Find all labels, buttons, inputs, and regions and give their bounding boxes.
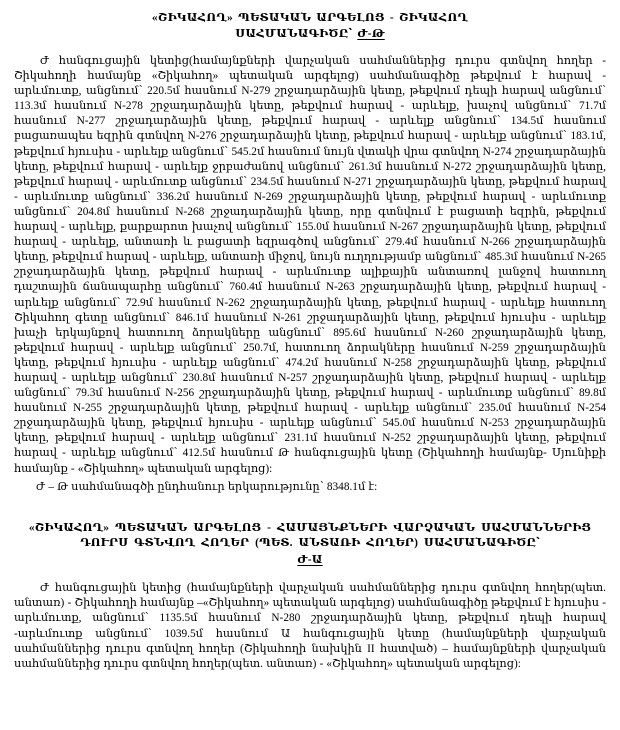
section-1-heading-line-2 bbox=[14, 27, 606, 43]
section-1-heading-line-1: «ՇԻԿԱՀՈՂ» ՊԵՏԱԿԱՆ ԱՐԳԵԼՈՑ - ՇԻԿԱՀՈՂ bbox=[151, 12, 469, 24]
section-2-heading-letters: Ժ-Ա bbox=[297, 553, 323, 566]
section-2-heading-line-2: ԴՈՒՐՍ ԳՏՆՎՈՂ ՀՈՂԵՐ (ՊԵՏ. ԱՆՏԱՌԻ ՀՈՂԵՐ) ՍԱՀՄԱՆԱԳԻԾԸ՝ bbox=[80, 537, 540, 550]
section-1-body-paragraph: Ժ հանգուցային կետից(համայնքների վարչական սահմաններից դուրս գտնվող հողեր - Շիկահողի համայնք «Շիկահող» պետական արգելոց) սահմանագիծը թեքվում է հարավ - արևմուտք, անցնում՝ 220.5մ հասնում N-279 շրջադարձային կետը, թեքվում դեպի հարավ անցնում՝ 113.3մ հասնում N-278 շրջադարձային կետը, թեքվում հարավ - արևելք, խաչով անցնում՝ 71.7մ հասնում N-277 շրջադարձային կետը, թեքվում հարավ - արևելք անցնում՝ 134.5մ հասնում բացառապես եզրին գտնվող N-276 շրջադարձային կետը, թեքվում հարավ - արևելք անցնում՝ 183.1մ, թեքվում հյուսիս - արևելք անցնում՝ 545.2մ հասնում նույն վտակի վրա գտնվող N-274 շրջադարձային կետը, թեքվում հարավ - արևելք ջրբաժանով անցնում՝ 261.3մ հասնում N-272 շրջադարձային կետը, թեքվում հարավ - արևմուտք անցնում՝ 234.5մ հասնում N-271 շրջադարձային կետը, թեքվում հարավ - արևմուտք անցնում՝ 336.2մ հասնում N-269 շրջադարձային կետը, թեքվում հարավ - արևմուտք անցնում՝ 204.8մ հասնում N-268 շրջադարձային կետը, որը գտնվում է բացատի եզրին, թեքվում հարավ - արևելք, քարքարոտ խաչով անցնում՝ 155.0մ հասնում N-267 շրջադարձային կետը, թեքվում հարավ - արևելք, անտառի և բացատի եզրագծով անցնում՝ 279.4մ հասնում N-266 շրջադարձային կետը, թեքվում հարավ - արևելք, անտառի միջով, նույն ուղղությամբ անցնում՝ 485.3մ հասնում N-265 շրջադարձային կետը, թեքվում հարավ - արևմուտք ալիքային անտառով լանջով հատուող դաշտային ճանապարհը անցնում՝ 760.4մ հասնում N-263 շրջադարձային կետը, թեքվում հարավ - արևելք անցնում՝ 72.9մ հասնում N-262 շրջադարձային կետը, թեքվում հարավ - արևելք հատուող Շիկահող գետը անցնում՝ 846.1մ հասնում N-261 շրջադարձային կետը, թեքվում հյուսիս - արևելք խաչի երկայնքով հատուող ձորակները անցնում՝ 895.6մ հասնում N-260 շրջադարձային կետը, թեքվում հարավ - արևելք անցնում՝ 250.7մ, հատուող ձորակները հասնում N-259 շրջադարձային կետը, թեքվում հյուսիս - արևելք անցնում՝ 474.2մ հասնում N-258 շրջադարձային կետը, թեքվում հարավ - արևելք անցնում՝ 230.8մ հասնում N-257 շրջադարձային կետը, թեքվում հարավ - արևելք անցնում՝ 79.3մ հասնում N-256 շրջադարձային կետը, թեքվում հարավ - արևմուտք անցնում՝ 89.8մ հասնում N-255 շրջադարձային կետը, թեքվում հարավ - արևելք անցնում՝ 235.0մ հասնում N-254 շրջադարձային կետը, թեքվում հյուսիս - արևելք անցնում՝ 545.0մ հասնում N-253 շրջադարձային կետը, թեքվում հարավ - արևելք անցնում՝ 231.1մ հասնում N-252 շրջադարձային կետը, թեքվում հարավ - արևելք անցնում՝ 412.5մ հասնում Թ հանգուցային կետը (Շիկահողի համայնք- Սյունիքի համայնք - «Շիկահող» պետական արգելոց): bbox=[14, 55, 606, 475]
section-1-heading-label: ՍԱՀՄԱՆԱԳԻԾԸ՝ bbox=[235, 27, 353, 40]
section-1-heading bbox=[14, 0, 606, 42]
section-2-body-paragraph: Ժ հանգուցային կետից (համայնքների վարչական սահմաններից դուրս գտնվող հողեր(պետ. անտառ) - Շիկահողի համայնք –«Շիկահող» պետական արգելոց) սահմանագիծը թեքվում է հյուսիս - արևմուտք, անցնում՝ 1135.5մ հասնում N-280 շրջադարձային կետը, թեքվում դեպի հարավ -արևմուտք անցնում՝ 1039.5մ հասնում Ա հանգուցային կետը (համայնքների վարչական սահմաններից դուրս գտնվող հողեր (Շիկահողի նախկին II հատված) – համայնքների վարչական սահմաններից դուրս գտնվող հողեր(պետ. անտառ) - «Շիկահող» պետական արգելոց): bbox=[14, 582, 606, 670]
section-2-heading bbox=[14, 495, 606, 569]
section-1-total-length: Ժ – Թ սահմանագծի ընդհանուր երկարությունը՝ 8348.1մ է: bbox=[36, 480, 378, 493]
section-1-heading-letters: Ժ-Թ bbox=[357, 27, 385, 40]
section-2-heading-line-1: «ՇԻԿԱՀՈՂ» ՊԵՏԱԿԱՆ ԱՐԳԵԼՈՑ - ՀԱՄԱՅՆՔՆԵՐԻ ՎԱՐՉԱԿԱՆ ՍԱՀՄԱՆՆԵՐԻՑ bbox=[28, 521, 592, 534]
